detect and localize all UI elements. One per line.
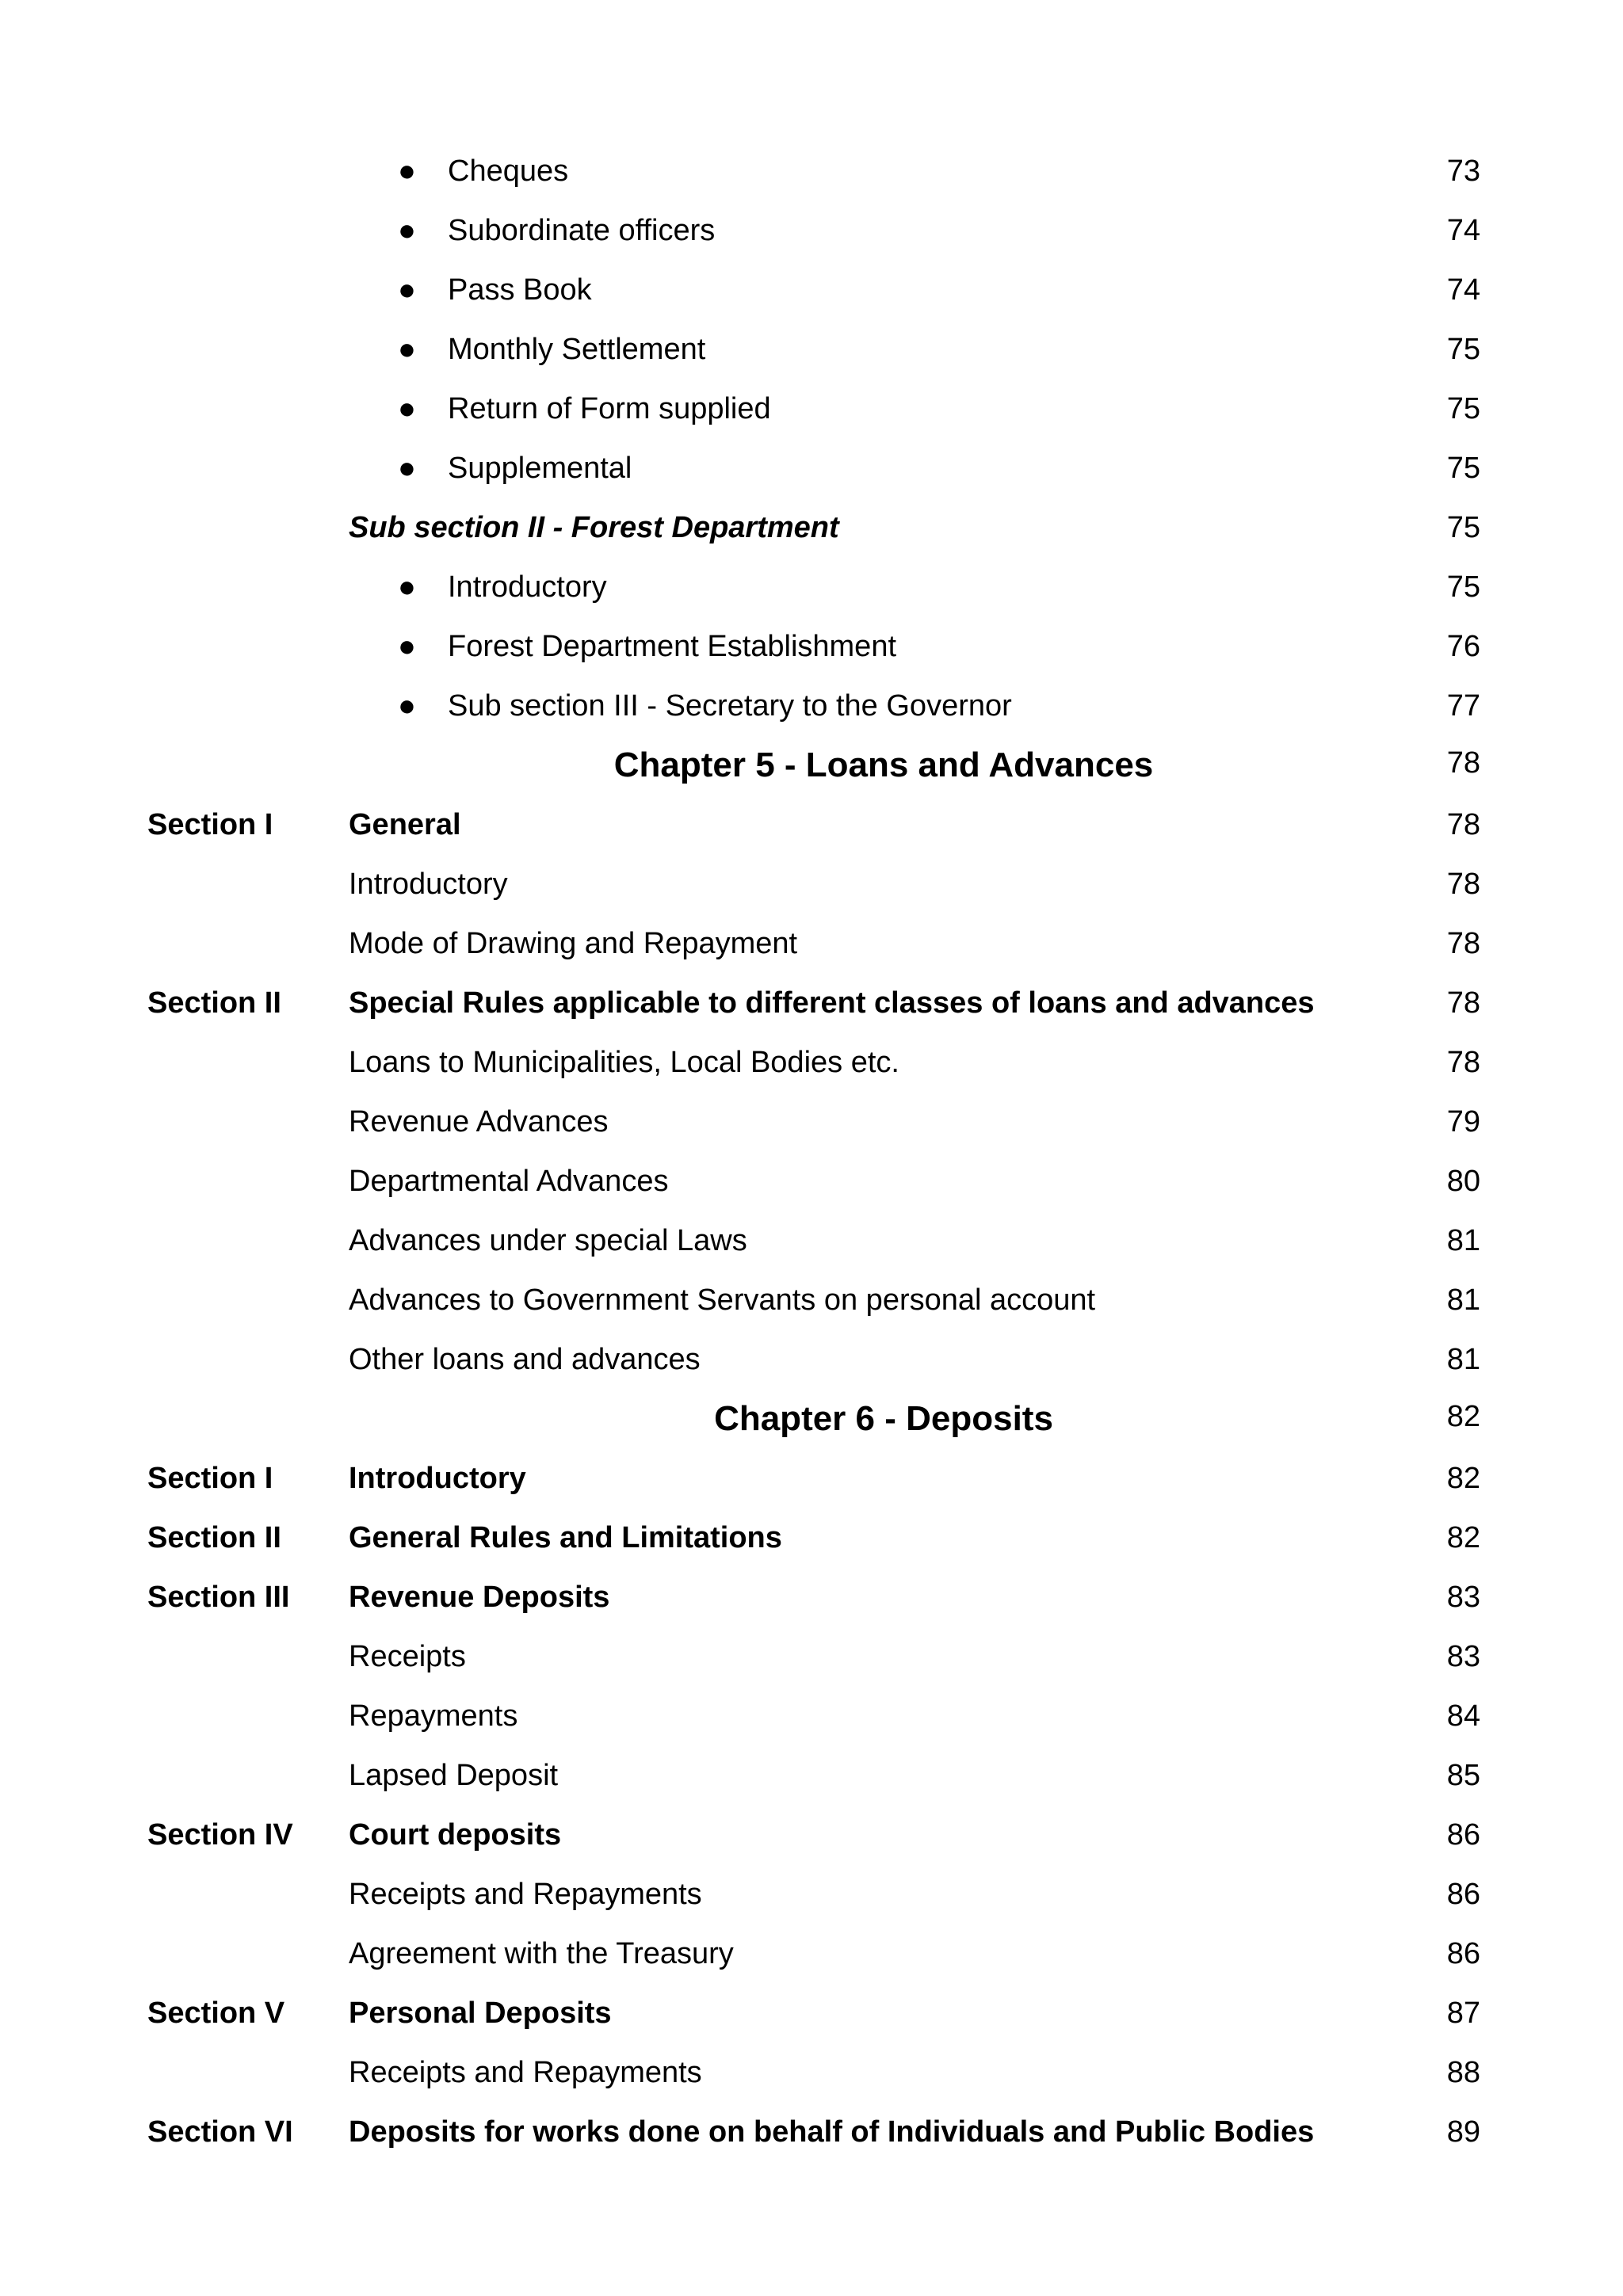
entry-title: General Rules and Limitations xyxy=(349,1521,782,1554)
entry-title: Special Rules applicable to different classes of loans and advances xyxy=(349,986,1315,1020)
entry-title: Loans to Municipalities, Local Bodies etc. xyxy=(349,1046,899,1079)
toc-row xyxy=(0,981,1623,1025)
page-number: 86 xyxy=(1446,1937,1480,1970)
page-number: 73 xyxy=(1446,154,1480,188)
entry-title: Pass Book xyxy=(448,273,592,307)
entry-title: Cheques xyxy=(448,154,569,188)
entry-title: Court deposits xyxy=(349,1818,562,1852)
page-number: 75 xyxy=(1446,570,1480,604)
toc-row xyxy=(0,1575,1623,1619)
toc-row xyxy=(0,1991,1623,2035)
toc-row xyxy=(0,1040,1623,1085)
toc-row xyxy=(0,803,1623,847)
page-number: 83 xyxy=(1446,1640,1480,1673)
chapter-heading-row xyxy=(0,1397,1623,1441)
toc-row xyxy=(0,149,1623,193)
entry-title: Sub section II - Forest Department xyxy=(349,511,839,544)
entry-title: Personal Deposits xyxy=(349,1997,612,2030)
page-number: 74 xyxy=(1446,214,1480,247)
toc-row xyxy=(0,1100,1623,1144)
toc-row xyxy=(0,1159,1623,1203)
page-number: 78 xyxy=(1446,927,1480,960)
toc-row xyxy=(0,446,1623,490)
entry-title: Introductory xyxy=(349,1462,526,1495)
page-number: 86 xyxy=(1446,1878,1480,1911)
entry-title: Receipts and Repayments xyxy=(349,2056,702,2089)
section-label: Section VI xyxy=(147,2115,293,2149)
entry-title: Sub section III - Secretary to the Governor xyxy=(448,689,1012,723)
toc-row xyxy=(0,1278,1623,1322)
chapter-heading-row xyxy=(0,743,1623,788)
page-number: 82 xyxy=(1446,1521,1480,1554)
toc-row xyxy=(0,1694,1623,1738)
page-number: 75 xyxy=(1446,452,1480,485)
page-number: 77 xyxy=(1446,689,1480,723)
toc-row xyxy=(0,921,1623,966)
page-number: 79 xyxy=(1446,1105,1480,1138)
page-number: 76 xyxy=(1446,630,1480,663)
page-number: 87 xyxy=(1446,1997,1480,2030)
entry-title: Departmental Advances xyxy=(349,1165,669,1198)
page-number: 84 xyxy=(1446,1699,1480,1733)
entry-title: Supplemental xyxy=(448,452,632,485)
page-number: 78 xyxy=(1446,868,1480,901)
toc-row xyxy=(0,862,1623,906)
entry-title: Introductory xyxy=(349,868,508,901)
toc-row xyxy=(0,505,1623,550)
section-label: Section II xyxy=(147,1521,281,1554)
page-number: 81 xyxy=(1446,1224,1480,1257)
entry-title: Revenue Deposits xyxy=(349,1581,610,1614)
bullet-icon: ● xyxy=(398,630,416,663)
toc-row xyxy=(0,2110,1623,2154)
entry-title: Repayments xyxy=(349,1699,518,1733)
section-label: Section I xyxy=(147,1462,273,1495)
section-label: Section III xyxy=(147,1581,290,1614)
toc-row xyxy=(0,387,1623,431)
bullet-icon: ● xyxy=(398,154,416,188)
toc-row xyxy=(0,1219,1623,1263)
page-number: 81 xyxy=(1446,1283,1480,1317)
page-number: 82 xyxy=(1446,1400,1480,1433)
page-number: 78 xyxy=(1446,1046,1480,1079)
entry-title: Return of Form supplied xyxy=(448,392,771,425)
bullet-icon: ● xyxy=(398,392,416,425)
toc-row xyxy=(0,1753,1623,1798)
entry-title: Revenue Advances xyxy=(349,1105,609,1138)
page-number: 88 xyxy=(1446,2056,1480,2089)
bullet-icon: ● xyxy=(398,452,416,485)
entry-title: Receipts xyxy=(349,1640,466,1673)
bullet-icon: ● xyxy=(398,214,416,247)
toc-row xyxy=(0,208,1623,253)
bullet-icon: ● xyxy=(398,689,416,723)
entry-title: Agreement with the Treasury xyxy=(349,1937,734,1970)
toc-row xyxy=(0,1872,1623,1917)
entry-title: Other loans and advances xyxy=(349,1343,701,1376)
entry-title: Subordinate officers xyxy=(448,214,716,247)
chapter-title: Chapter 6 - Deposits xyxy=(714,1399,1053,1438)
bullet-icon: ● xyxy=(398,273,416,307)
toc-row xyxy=(0,1634,1623,1679)
toc-row xyxy=(0,565,1623,609)
section-label: Section IV xyxy=(147,1818,293,1852)
entry-title: Introductory xyxy=(448,570,607,604)
entry-title: General xyxy=(349,808,461,841)
section-label: Section I xyxy=(147,808,273,841)
page-number: 75 xyxy=(1446,511,1480,544)
entry-title: Forest Department Establishment xyxy=(448,630,897,663)
entry-title: Mode of Drawing and Repayment xyxy=(349,927,798,960)
entry-title: Monthly Settlement xyxy=(448,333,706,366)
page-number: 80 xyxy=(1446,1165,1480,1198)
page-number: 82 xyxy=(1446,1462,1480,1495)
toc-row xyxy=(0,327,1623,372)
toc-row xyxy=(0,1337,1623,1382)
entry-title: Receipts and Repayments xyxy=(349,1878,702,1911)
page-number: 74 xyxy=(1446,273,1480,307)
page-number: 83 xyxy=(1446,1581,1480,1614)
page-number: 78 xyxy=(1446,986,1480,1020)
toc-row xyxy=(0,2050,1623,2095)
toc-row xyxy=(0,624,1623,669)
page-number: 85 xyxy=(1446,1759,1480,1792)
page-number: 89 xyxy=(1446,2115,1480,2149)
page-number: 78 xyxy=(1446,808,1480,841)
toc-row xyxy=(0,1932,1623,1976)
page-number: 81 xyxy=(1446,1343,1480,1376)
toc-row xyxy=(0,268,1623,312)
page-number: 75 xyxy=(1446,333,1480,366)
section-label: Section II xyxy=(147,986,281,1020)
toc-row xyxy=(0,684,1623,728)
page-number: 78 xyxy=(1446,746,1480,780)
chapter-title: Chapter 5 - Loans and Advances xyxy=(613,746,1154,784)
page-number: 75 xyxy=(1446,392,1480,425)
toc-row xyxy=(0,1456,1623,1501)
entry-title: Advances under special Laws xyxy=(349,1224,747,1257)
page-number: 86 xyxy=(1446,1818,1480,1852)
entry-title: Deposits for works done on behalf of Individuals and Public Bodies xyxy=(349,2115,1315,2149)
entry-title: Advances to Government Servants on personal account xyxy=(349,1283,1096,1317)
section-label: Section V xyxy=(147,1997,285,2030)
toc-row xyxy=(0,1813,1623,1857)
bullet-icon: ● xyxy=(398,333,416,366)
toc-row xyxy=(0,1516,1623,1560)
entry-title: Lapsed Deposit xyxy=(349,1759,559,1792)
bullet-icon: ● xyxy=(398,570,416,604)
